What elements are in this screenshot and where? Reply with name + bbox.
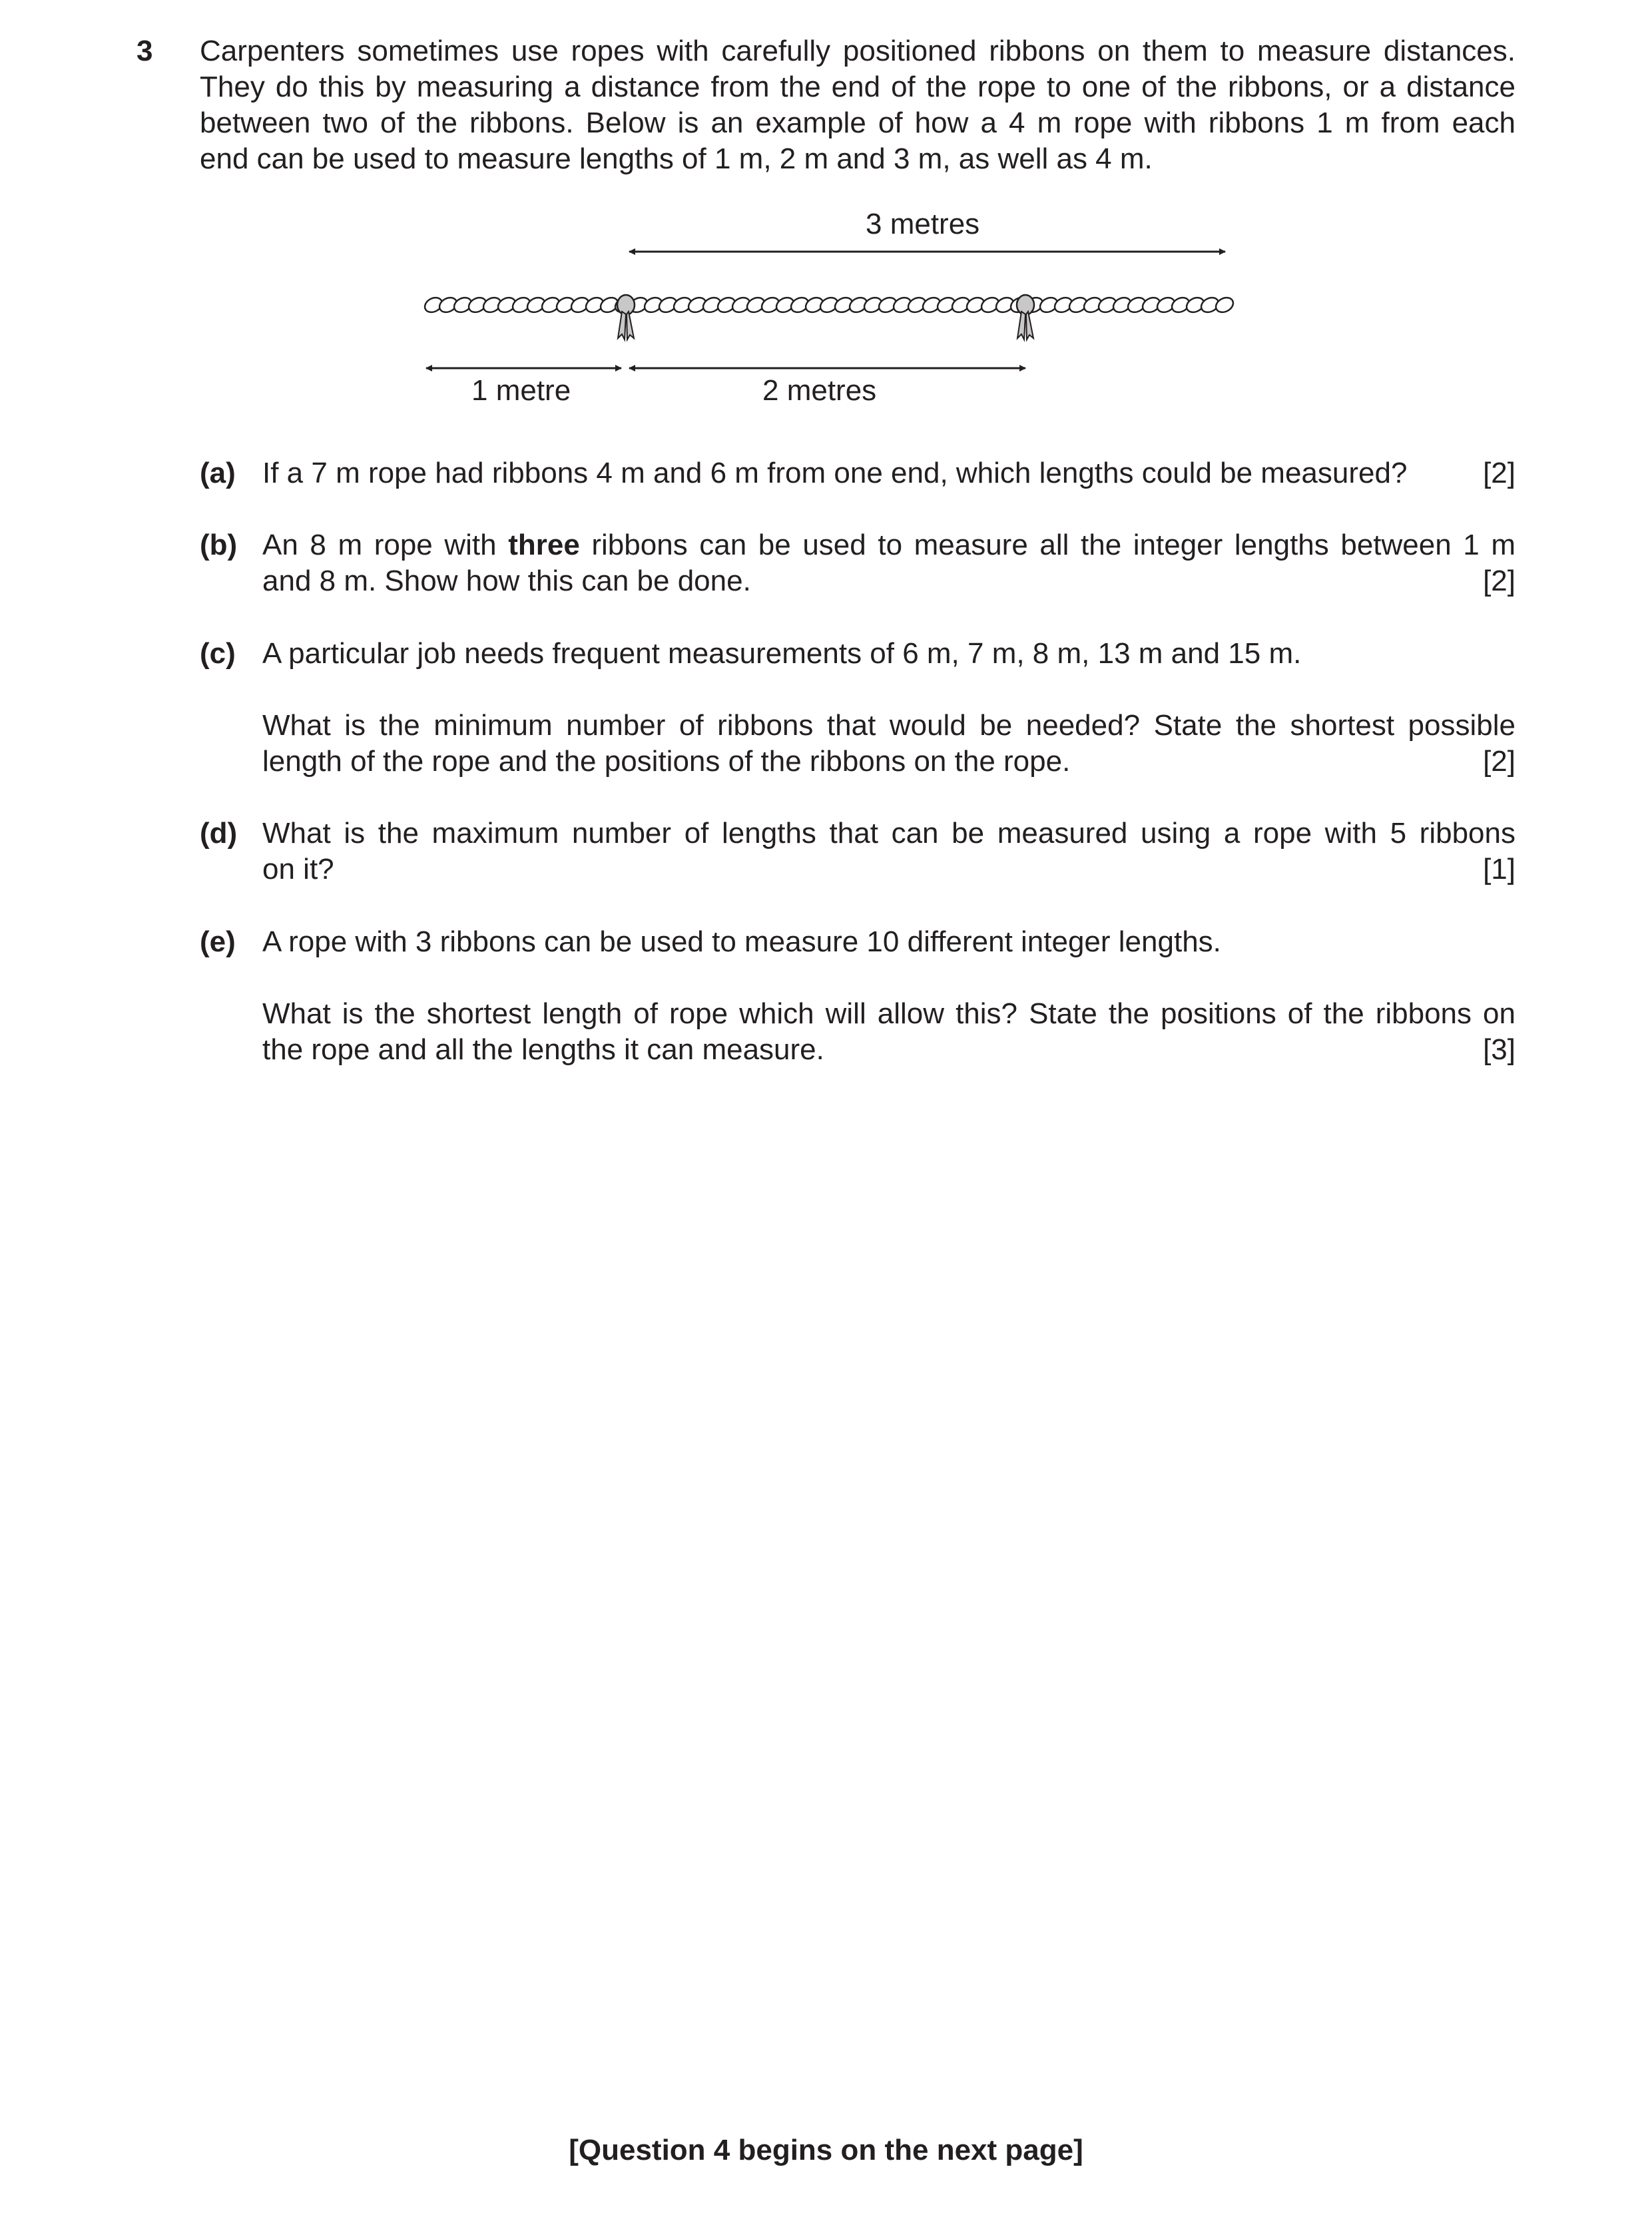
ribbon-icon: [1017, 295, 1034, 340]
part-text: length of the rope and the positions of the ribbons on the rope.: [262, 745, 1071, 778]
part-text: A particular job needs frequent measurements of 6 m, 7 m, 8 m, 13 m and 15 m.: [262, 637, 1302, 670]
part-text: What is the shortest length of rope which will allow this? State the positions of the ribbons on: [262, 997, 1515, 1030]
part-c: [200, 636, 1515, 780]
part-text: and 8 m. Show how this can be done.: [262, 565, 751, 597]
label-2-metres: 2 metres: [762, 374, 877, 407]
part-text: What is the maximum number of lengths that can be measured using a rope with 5 ribbons: [262, 817, 1515, 850]
part-text: If a 7 m rope had ribbons 4 m and 6 m from one end, which lengths could be measured?: [262, 457, 1408, 489]
part-text: An 8 m rope with three ribbons can be used to measure all the integer lengths between 1 m: [262, 529, 1516, 561]
part-label: (c): [200, 637, 236, 670]
part-text: on it?: [262, 853, 334, 885]
part-label: (a): [200, 457, 236, 489]
ribbon-icon: [617, 295, 635, 340]
label-3-metres: 3 metres: [866, 208, 980, 240]
rope-diagram: [400, 193, 1265, 419]
part-label: (d): [200, 817, 238, 850]
marks: [2]: [1483, 745, 1515, 778]
question-intro: [200, 33, 1515, 177]
part-d: [200, 816, 1515, 887]
intro-line: Carpenters sometimes use ropes with carefully positioned ribbons on them to measure distances.: [200, 35, 1515, 67]
footer-note: [Question 4 begins on the next page]: [569, 2134, 1083, 2166]
rope: [422, 295, 1235, 315]
marks: [1]: [1483, 853, 1515, 885]
intro-line: end can be used to measure lengths of 1 m, 2 m and 3 m, as well as 4 m.: [200, 142, 1153, 175]
emphasis-three: three: [508, 529, 580, 561]
rope-strand: [1213, 295, 1235, 315]
intro-line: They do this by measuring a distance from the end of the rope to one of the ribbons, or a distance: [200, 71, 1515, 103]
marks: [2]: [1483, 565, 1515, 597]
part-e: [200, 924, 1515, 1068]
part-text: the rope and all the lengths it can measure.: [262, 1033, 824, 1066]
marks: [3]: [1483, 1033, 1515, 1066]
label-1-metre: 1 metre: [471, 374, 571, 407]
part-text: A rope with 3 ribbons can be used to measure 10 different integer lengths.: [262, 925, 1221, 958]
intro-line: between two of the ribbons. Below is an example of how a 4 m rope with ribbons 1 m from each: [200, 107, 1515, 139]
part-text: What is the minimum number of ribbons that would be needed? State the shortest possible: [262, 709, 1515, 742]
question-number: 3: [137, 35, 153, 67]
marks: [2]: [1483, 457, 1515, 489]
part-label: (b): [200, 529, 238, 561]
part-a: [200, 455, 1515, 491]
part-label: (e): [200, 925, 236, 958]
part-b: [200, 527, 1515, 599]
